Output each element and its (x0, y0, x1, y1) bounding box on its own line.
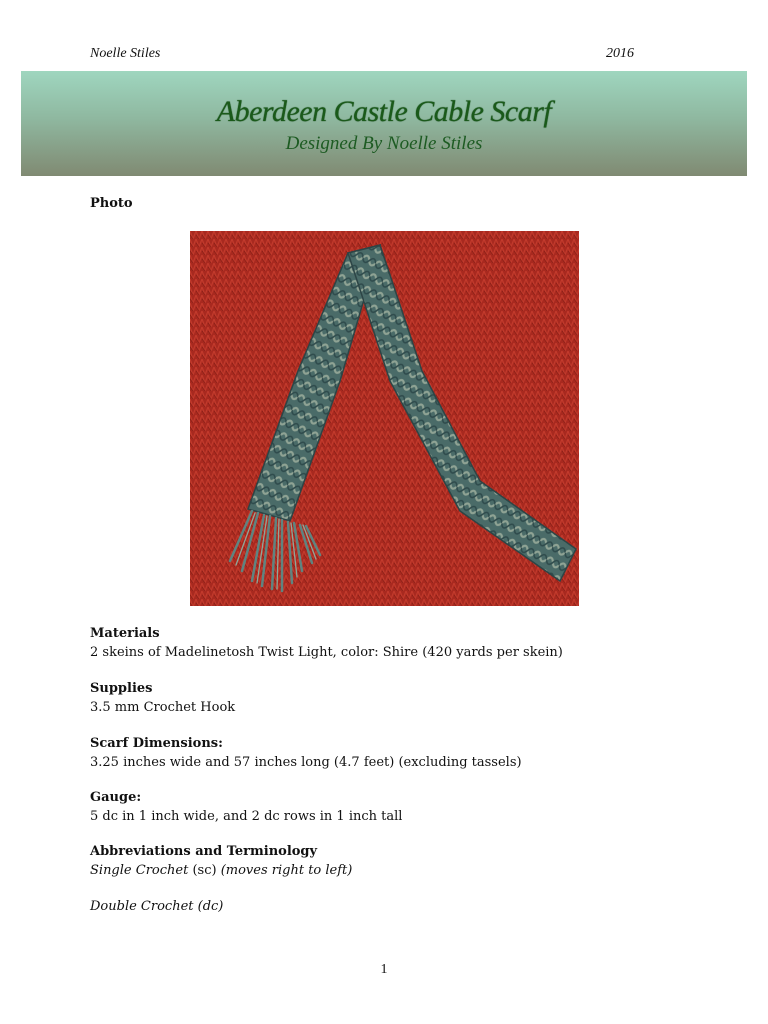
document-subtitle: Designed By Noelle Stiles (285, 133, 483, 154)
page-number: 1 (380, 962, 388, 977)
gauge-section (90, 788, 690, 826)
sc-note: (moves right to left) (220, 863, 353, 878)
header-year: 2016 (606, 46, 634, 61)
dimensions-text: 3.25 inches wide and 57 inches long (4.7 feet) (excluding tassels) (90, 755, 522, 770)
sc-abbr: (sc) (192, 863, 217, 878)
photo-label: Photo (90, 196, 133, 211)
header-author: Noelle Stiles (90, 46, 161, 61)
abbreviations-heading: Abbreviations and Terminology (90, 844, 318, 859)
sc-line (90, 861, 690, 880)
gauge-heading: Gauge: (90, 790, 142, 805)
document-title: Aberdeen Castle Cable Scarf (216, 95, 552, 128)
sc-name: Single Crochet (90, 863, 189, 878)
gauge-text: 5 dc in 1 inch wide, and 2 dc rows in 1 inch tall (90, 809, 403, 824)
title-banner (21, 71, 747, 176)
dimensions-section (90, 734, 690, 772)
scarf-photo (190, 231, 579, 606)
dc-line: Double Crochet (dc) (90, 899, 224, 914)
materials-heading: Materials (90, 626, 160, 641)
running-header (90, 46, 634, 62)
materials-text: 2 skeins of Madelinetosh Twist Light, color: Shire (420 yards per skein) (90, 645, 563, 660)
supplies-text: 3.5 mm Crochet Hook (90, 700, 236, 715)
materials-section (90, 624, 690, 662)
supplies-heading: Supplies (90, 681, 153, 696)
abbreviations-section (90, 842, 690, 916)
dimensions-heading: Scarf Dimensions: (90, 736, 223, 751)
supplies-section (90, 679, 690, 717)
